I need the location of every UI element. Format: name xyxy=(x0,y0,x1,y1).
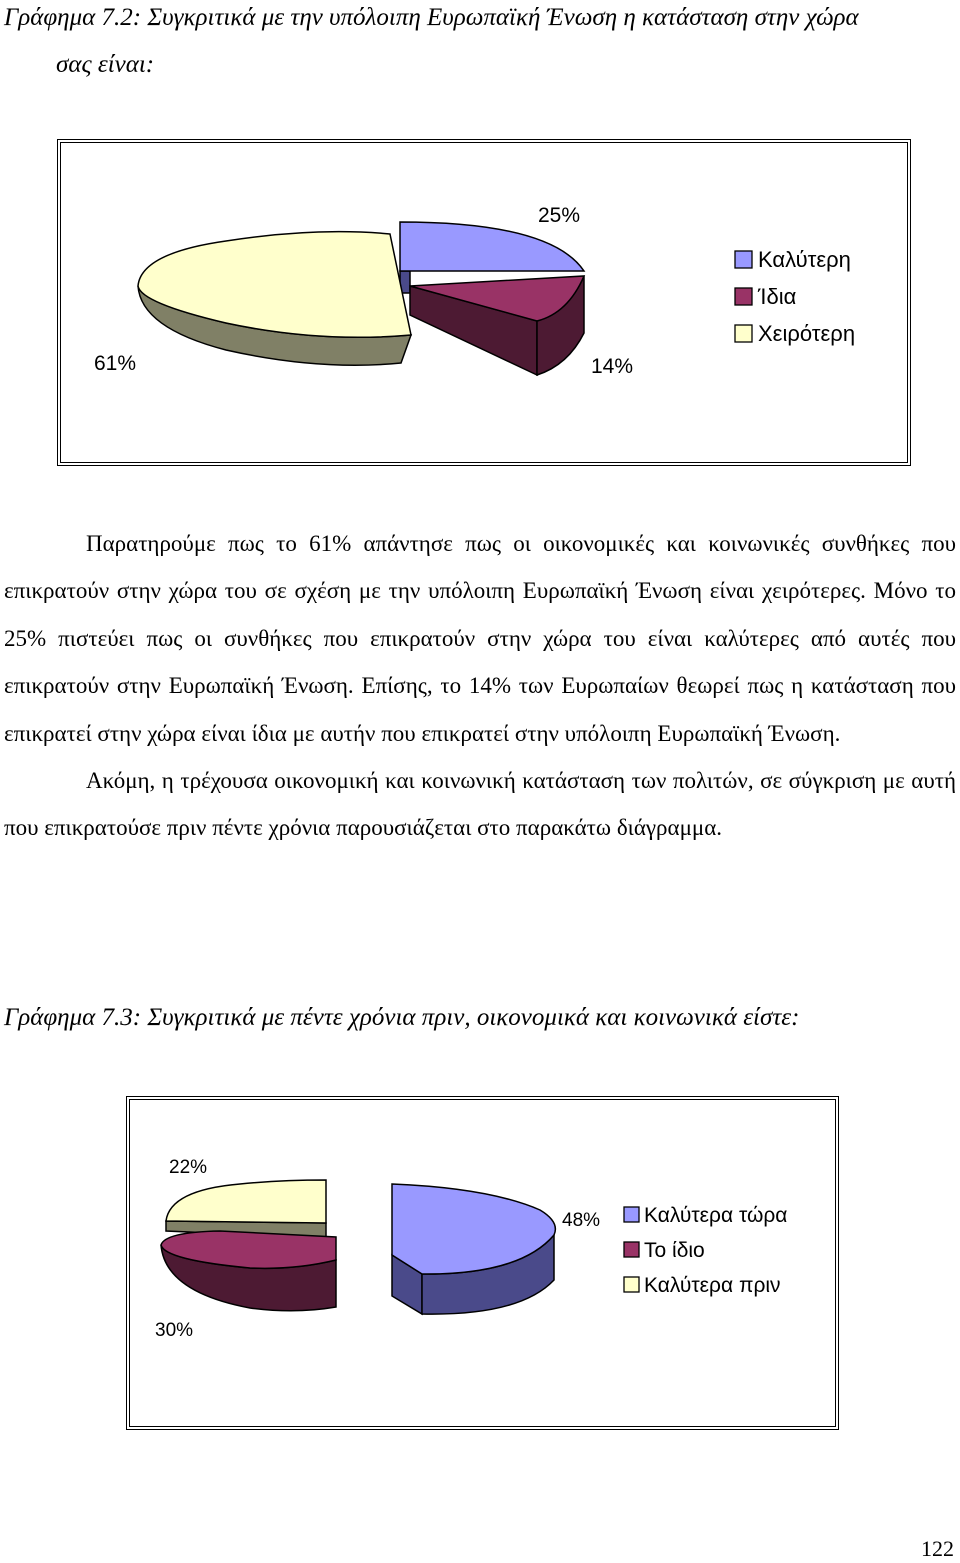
chart2-label-kalytera-tora: 48% xyxy=(562,1210,601,1231)
chart1-legend xyxy=(735,247,855,346)
chart1-caption-line1: Γράφημα 7.2: Συγκριτικά με την υπόλοιπη Ευρωπαϊκή Ένωση η κατάσταση στην χώρα xyxy=(4,4,859,31)
chart2-legend-label-kalytera-tora: Καλύτερα τώρα xyxy=(644,1204,788,1227)
chart2-legend-swatch-kalytera-prin xyxy=(624,1277,639,1292)
chart1-slice-kalyteri xyxy=(400,222,584,271)
chart2-label-kalytera-prin: 22% xyxy=(169,1157,208,1178)
chart1-legend-swatch-idia xyxy=(735,288,752,305)
chart2-legend-label-to-idio: Το ίδιο xyxy=(644,1239,705,1262)
chart1-caption xyxy=(4,0,956,88)
chart2-legend-swatch-kalytera-tora xyxy=(624,1207,639,1222)
chart1-frame xyxy=(57,139,911,466)
page-number: 122 xyxy=(921,1536,954,1561)
chart1-pie-chart xyxy=(61,143,907,462)
chart2-pie-chart xyxy=(130,1100,835,1426)
chart2-legend-label-kalytera-prin: Καλύτερα πριν xyxy=(644,1274,781,1297)
chart1-caption-line2: σας είναι: xyxy=(56,51,155,78)
paragraph-1: Παρατηρούμε πως το 61% απάντησε πως οι οικονομικές και κοινωνικές συνθήκες που επικρατούν στην χώρα του σε σχέση με την υπόλοιπη Ευρωπαϊκή Ένωση είναι χειρότερες. Μόνο το 25% πιστεύει πως οι συνθήκες που επικρατούν στην χώρα του είναι καλύτερες από αυτές που επικρατούν στην Ευρωπαϊκή Ένωση. Επίσης, το 14% των Ευρωπαίων θεωρεί πως η κατάσταση που επικρατεί στην χώρα είναι ίδια με αυτήν που επικρατεί στην υπόλοιπη Ευρωπαϊκή Ένωση. xyxy=(4,531,956,746)
body-text xyxy=(4,520,956,852)
chart2-frame xyxy=(126,1096,839,1430)
chart2-legend xyxy=(624,1204,787,1297)
chart1-legend-swatch-xeiroteri xyxy=(735,325,752,342)
chart1-legend-swatch-kalyteri xyxy=(735,251,752,268)
chart1-legend-label-kalyteri: Καλύτερη xyxy=(758,247,851,272)
chart2-label-to-idio: 30% xyxy=(155,1320,194,1341)
chart1-label-xeiroteri: 61% xyxy=(94,352,137,375)
chart1-label-kalyteri: 25% xyxy=(538,204,581,227)
chart2-slice-kalytera-prin xyxy=(166,1180,326,1223)
chart1-legend-label-idia: Ίδια xyxy=(758,284,797,309)
chart1-legend-label-xeiroteri: Χειρότερη xyxy=(758,321,856,346)
paragraph-2: Ακόμη, η τρέχουσα οικονομική και κοινωνική κατάσταση των πολιτών, σε σύγκριση με αυτή που επικρατούσε πριν πέντε χρόνια παρουσιάζεται στο παρακάτω διάγραμμα. xyxy=(4,768,956,841)
chart1-label-idia: 14% xyxy=(591,355,634,378)
chart2-caption: Γράφημα 7.3: Συγκριτικά με πέντε χρόνια πριν, οικονομικά και κοινωνικά είστε: xyxy=(4,1004,800,1031)
chart2-legend-swatch-to-idio xyxy=(624,1242,639,1257)
